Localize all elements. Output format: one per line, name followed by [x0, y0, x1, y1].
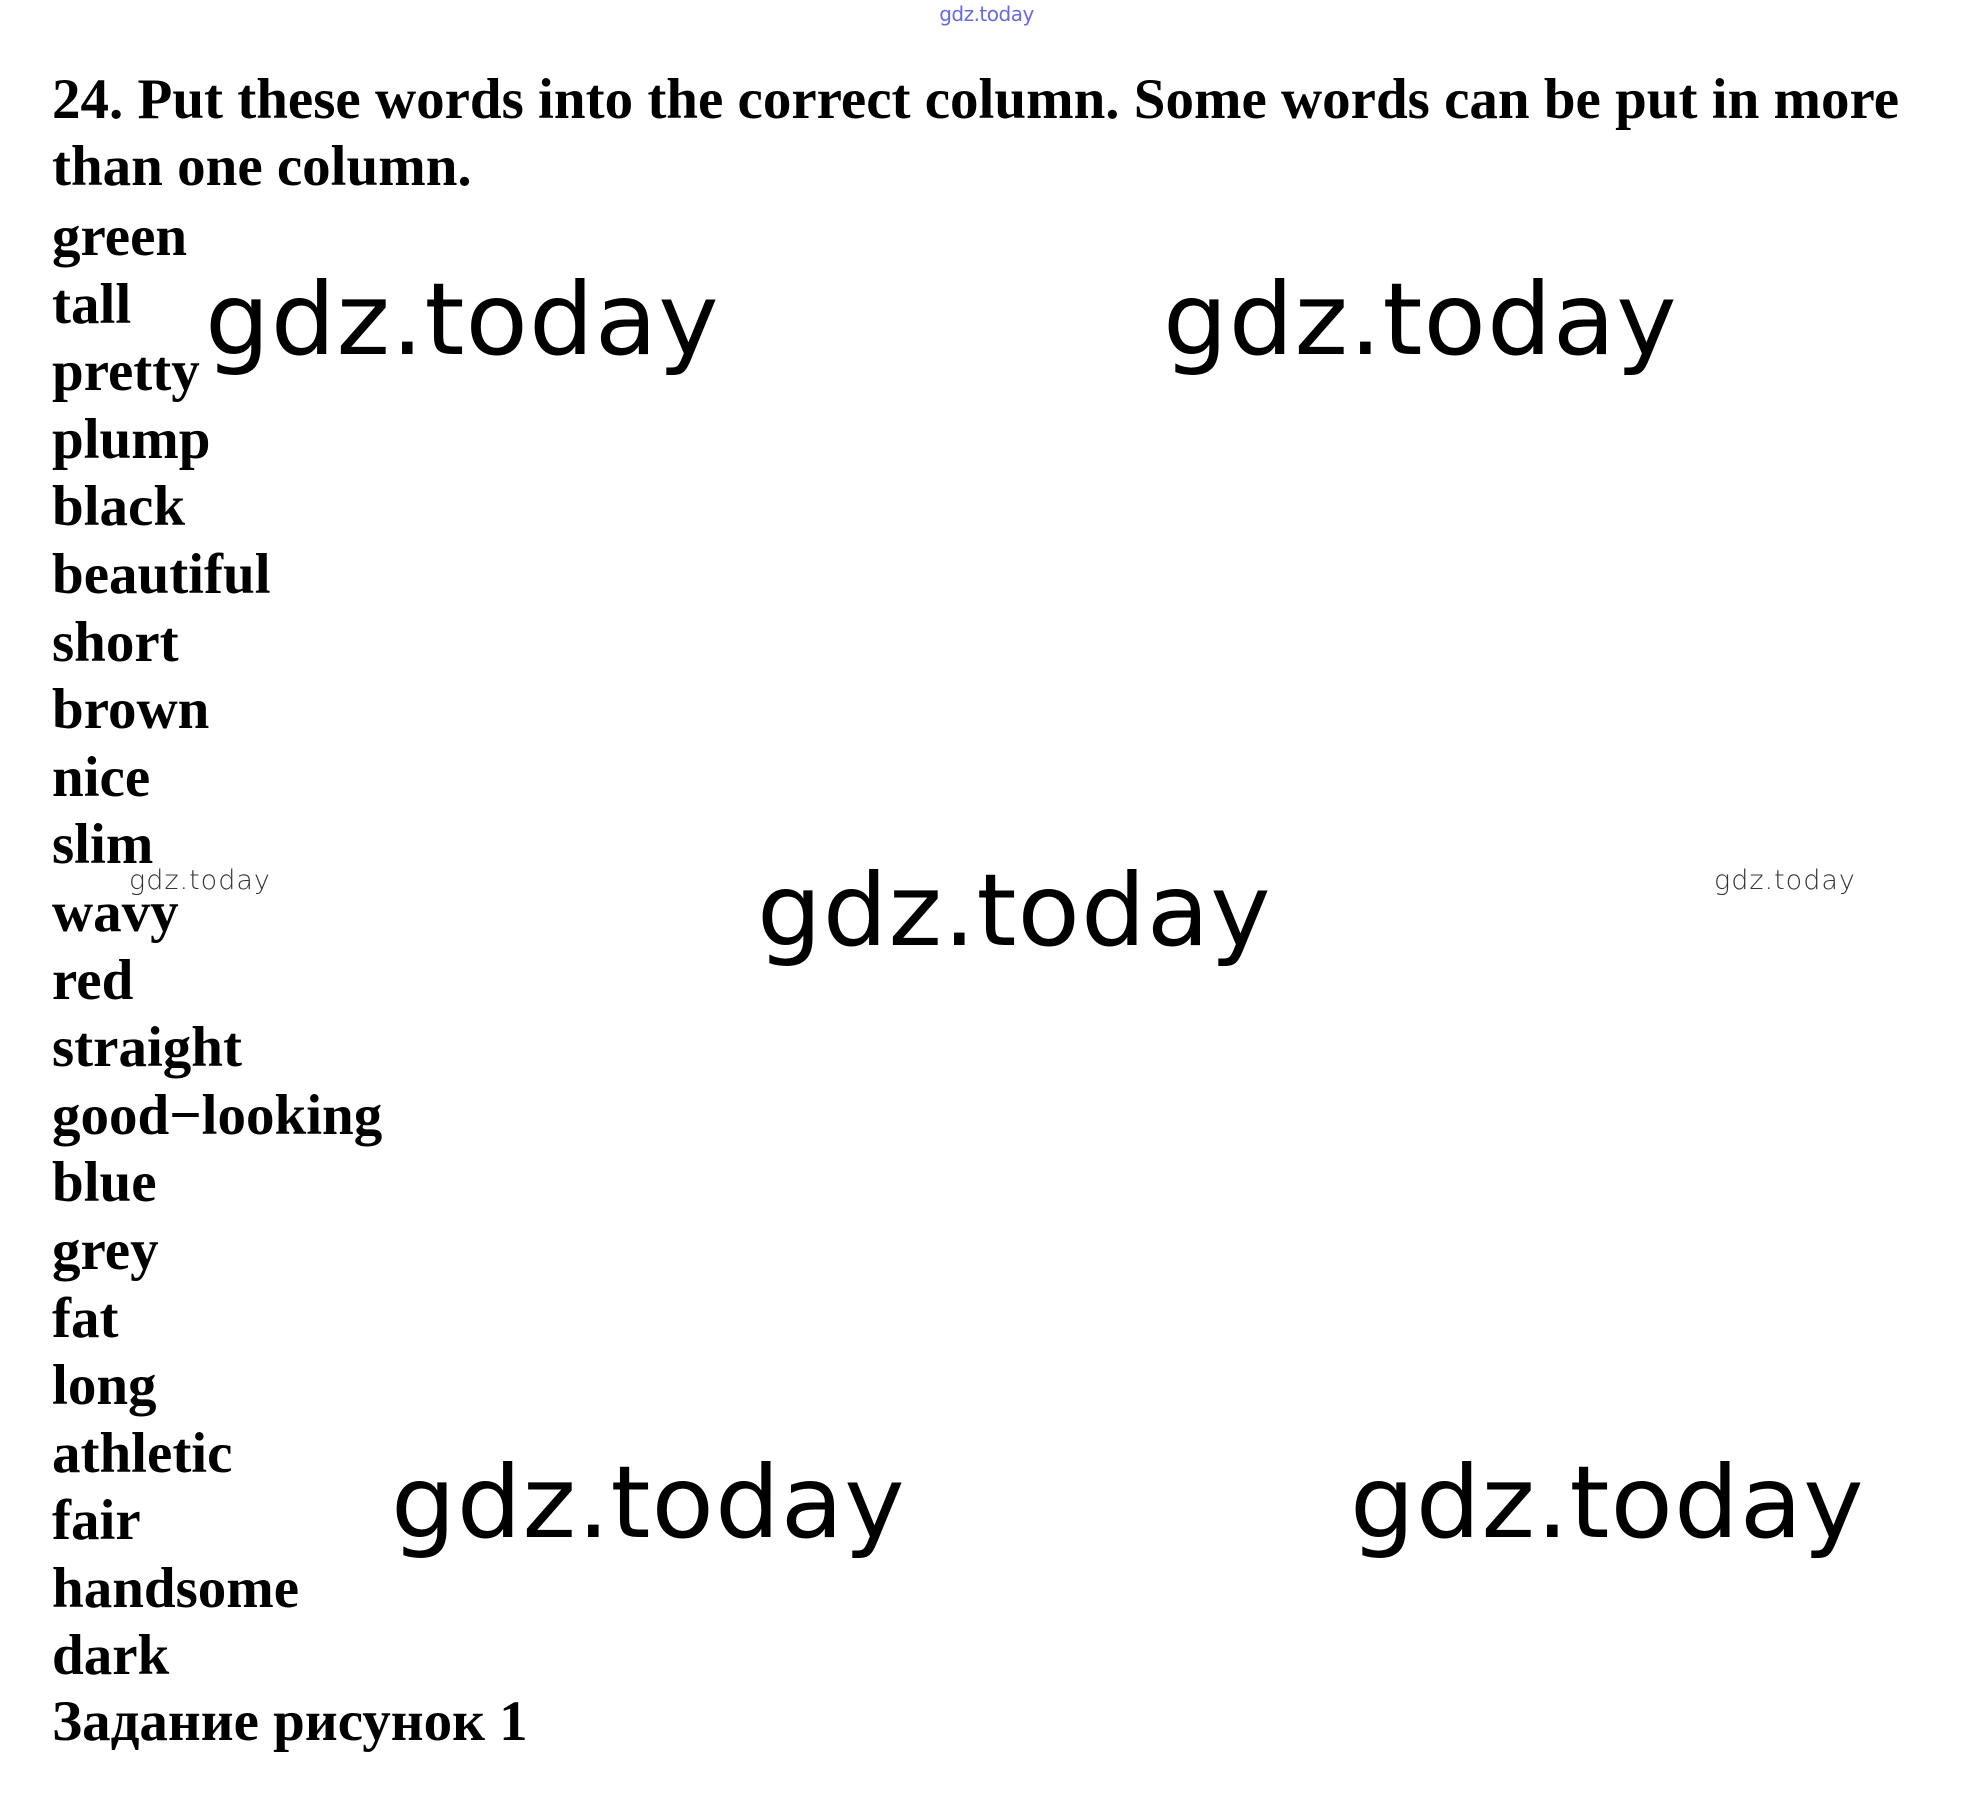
exercise-heading: 24. Put these words into the correct column. Some words can be put in more than one column. [52, 68, 1900, 198]
list-item: nice [52, 745, 151, 809]
list-item: green [52, 205, 188, 268]
list-item: tall [52, 272, 132, 336]
list-item: slim [52, 813, 154, 877]
list-item: handsome [52, 1556, 300, 1620]
list-item: grey [52, 1218, 159, 1282]
watermark: gdz.today [1163, 261, 1678, 378]
list-item: long [52, 1354, 157, 1418]
watermark: gdz.today [1714, 865, 1856, 896]
list-item: brown [52, 678, 210, 742]
list-item: pretty [52, 340, 200, 404]
list-item: beautiful [52, 542, 271, 606]
figure-caption: Задание рисунок 1 [52, 1690, 528, 1753]
watermark: gdz.today [1350, 1444, 1865, 1561]
list-item: wavy [52, 880, 179, 944]
list-item: short [52, 610, 179, 674]
watermark: gdz.today [757, 852, 1272, 969]
watermark: gdz.today [129, 865, 271, 896]
list-item: blue [52, 1151, 157, 1215]
list-item: plump [52, 407, 211, 471]
word-list [52, 203, 382, 1690]
list-item: black [52, 475, 186, 539]
list-item: straight [52, 1016, 242, 1080]
watermark: gdz.today [205, 261, 720, 378]
watermark: gdz.today [391, 1444, 906, 1561]
list-item: fat [52, 1286, 119, 1350]
list-item: fair [52, 1489, 141, 1553]
list-item: dark [52, 1624, 170, 1688]
list-item: athletic [52, 1421, 233, 1485]
list-item: good−looking [52, 1083, 383, 1147]
list-item: red [52, 948, 134, 1012]
top-watermark: gdz.today [939, 2, 1034, 26]
